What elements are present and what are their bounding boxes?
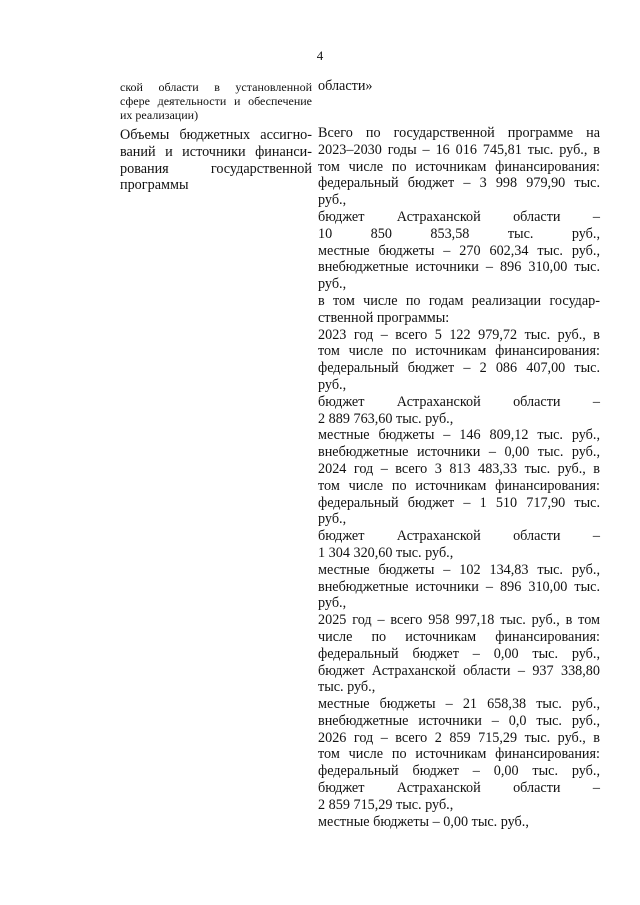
row-value-line: том числе по источникам финансирования: [318,746,600,763]
row-value-line: федеральный бюджет – 1 510 717,90 тыс. [318,494,600,511]
row-value-line: 2026 год – всего 2 859 715,29 тыс. руб., в [318,729,600,746]
row-value-line: том числе по источникам финансирования: [318,158,600,175]
continuation-left-line: сфере деятельности и обеспечение [120,94,312,108]
row-value-line: 2023–2030 годы – 16 016 745,81 тыс. руб., в [318,141,600,158]
row-label-line: программы [120,177,189,194]
row-value-line: местные бюджеты – 102 134,83 тыс. руб., [318,561,600,578]
row-value-line: внебюджетные источники – 0,00 тыс. руб., [318,444,600,461]
row-value-line: местные бюджеты – 21 658,38 тыс. руб., [318,696,600,713]
row-value-line: том числе по источникам финансирования: [318,477,600,494]
row-value-line: 2025 год – всего 958 997,18 тыс. руб., в том [318,612,600,629]
continuation-left-line: ской области в установленной [120,80,312,94]
row-value-line: федеральный бюджет – 2 086 407,00 тыс. [318,360,600,377]
page-number: 4 [316,48,324,63]
row-value-line: руб., [318,511,347,528]
row-value-line: местные бюджеты – 146 809,12 тыс. руб., [318,427,600,444]
row-label-line: ваний и источники финанси- [120,143,312,160]
row-value-line: 2024 год – всего 3 813 483,33 тыс. руб., в [318,460,600,477]
continuation-right-cell [318,78,600,95]
row-value-line: 2 859 715,29 тыс. руб., [318,796,454,813]
continuation-left-cell [120,80,312,122]
row-value-line: внебюджетные источники – 896 310,00 тыс. [318,259,600,276]
row-value-line: бюджет Астраханской области – [318,528,600,545]
row-value-line: федеральный бюджет – 0,00 тыс. руб., [318,763,600,780]
row-value-line: в том числе по годам реализации государ- [318,292,600,309]
row-value-line: федеральный бюджет – 3 998 979,90 тыс. [318,175,600,192]
row-value-line: тыс. руб., [318,679,376,696]
row-label-cell [120,127,312,194]
row-value-line: внебюджетные источники – 0,0 тыс. руб., [318,712,600,729]
row-value-line: 2 889 763,60 тыс. руб., [318,410,454,427]
row-value-line: внебюджетные источники – 896 310,00 тыс. [318,578,600,595]
row-value-cell [318,125,600,830]
row-value-line: руб., [318,192,347,209]
row-value-line: бюджет Астраханской области – 937 338,80 [318,662,600,679]
row-value-line: том числе по источникам финансирования: [318,343,600,360]
row-value-line: федеральный бюджет – 0,00 тыс. руб., [318,645,600,662]
row-value-line: местные бюджеты – 0,00 тыс. руб., [318,813,529,830]
continuation-right-line: области» [318,78,373,94]
row-value-line: 2023 год – всего 5 122 979,72 тыс. руб., в [318,326,600,343]
row-value-line: бюджет Астраханской области – [318,393,600,410]
row-value-line: 1 304 320,60 тыс. руб., [318,544,454,561]
row-value-line: руб., [318,595,347,612]
continuation-left-line: их реализации) [120,108,199,122]
row-value-line: местные бюджеты – 270 602,34 тыс. руб., [318,242,600,259]
row-label-line: рования государственной [120,160,312,177]
row-value-line: руб., [318,276,347,293]
row-value-line: бюджет Астраханской области – [318,208,600,225]
row-value-line: руб., [318,376,347,393]
row-value-line: числе по источникам финансирования: [318,628,600,645]
row-value-line: Всего по государственной программе на [318,125,600,141]
row-value-line: ственной программы: [318,309,450,326]
row-label-line: Объемы бюджетных ассигно- [120,127,312,143]
row-value-line: бюджет Астраханской области – [318,780,600,797]
row-value-line: 10 850 853,58 тыс. руб., [318,225,600,242]
